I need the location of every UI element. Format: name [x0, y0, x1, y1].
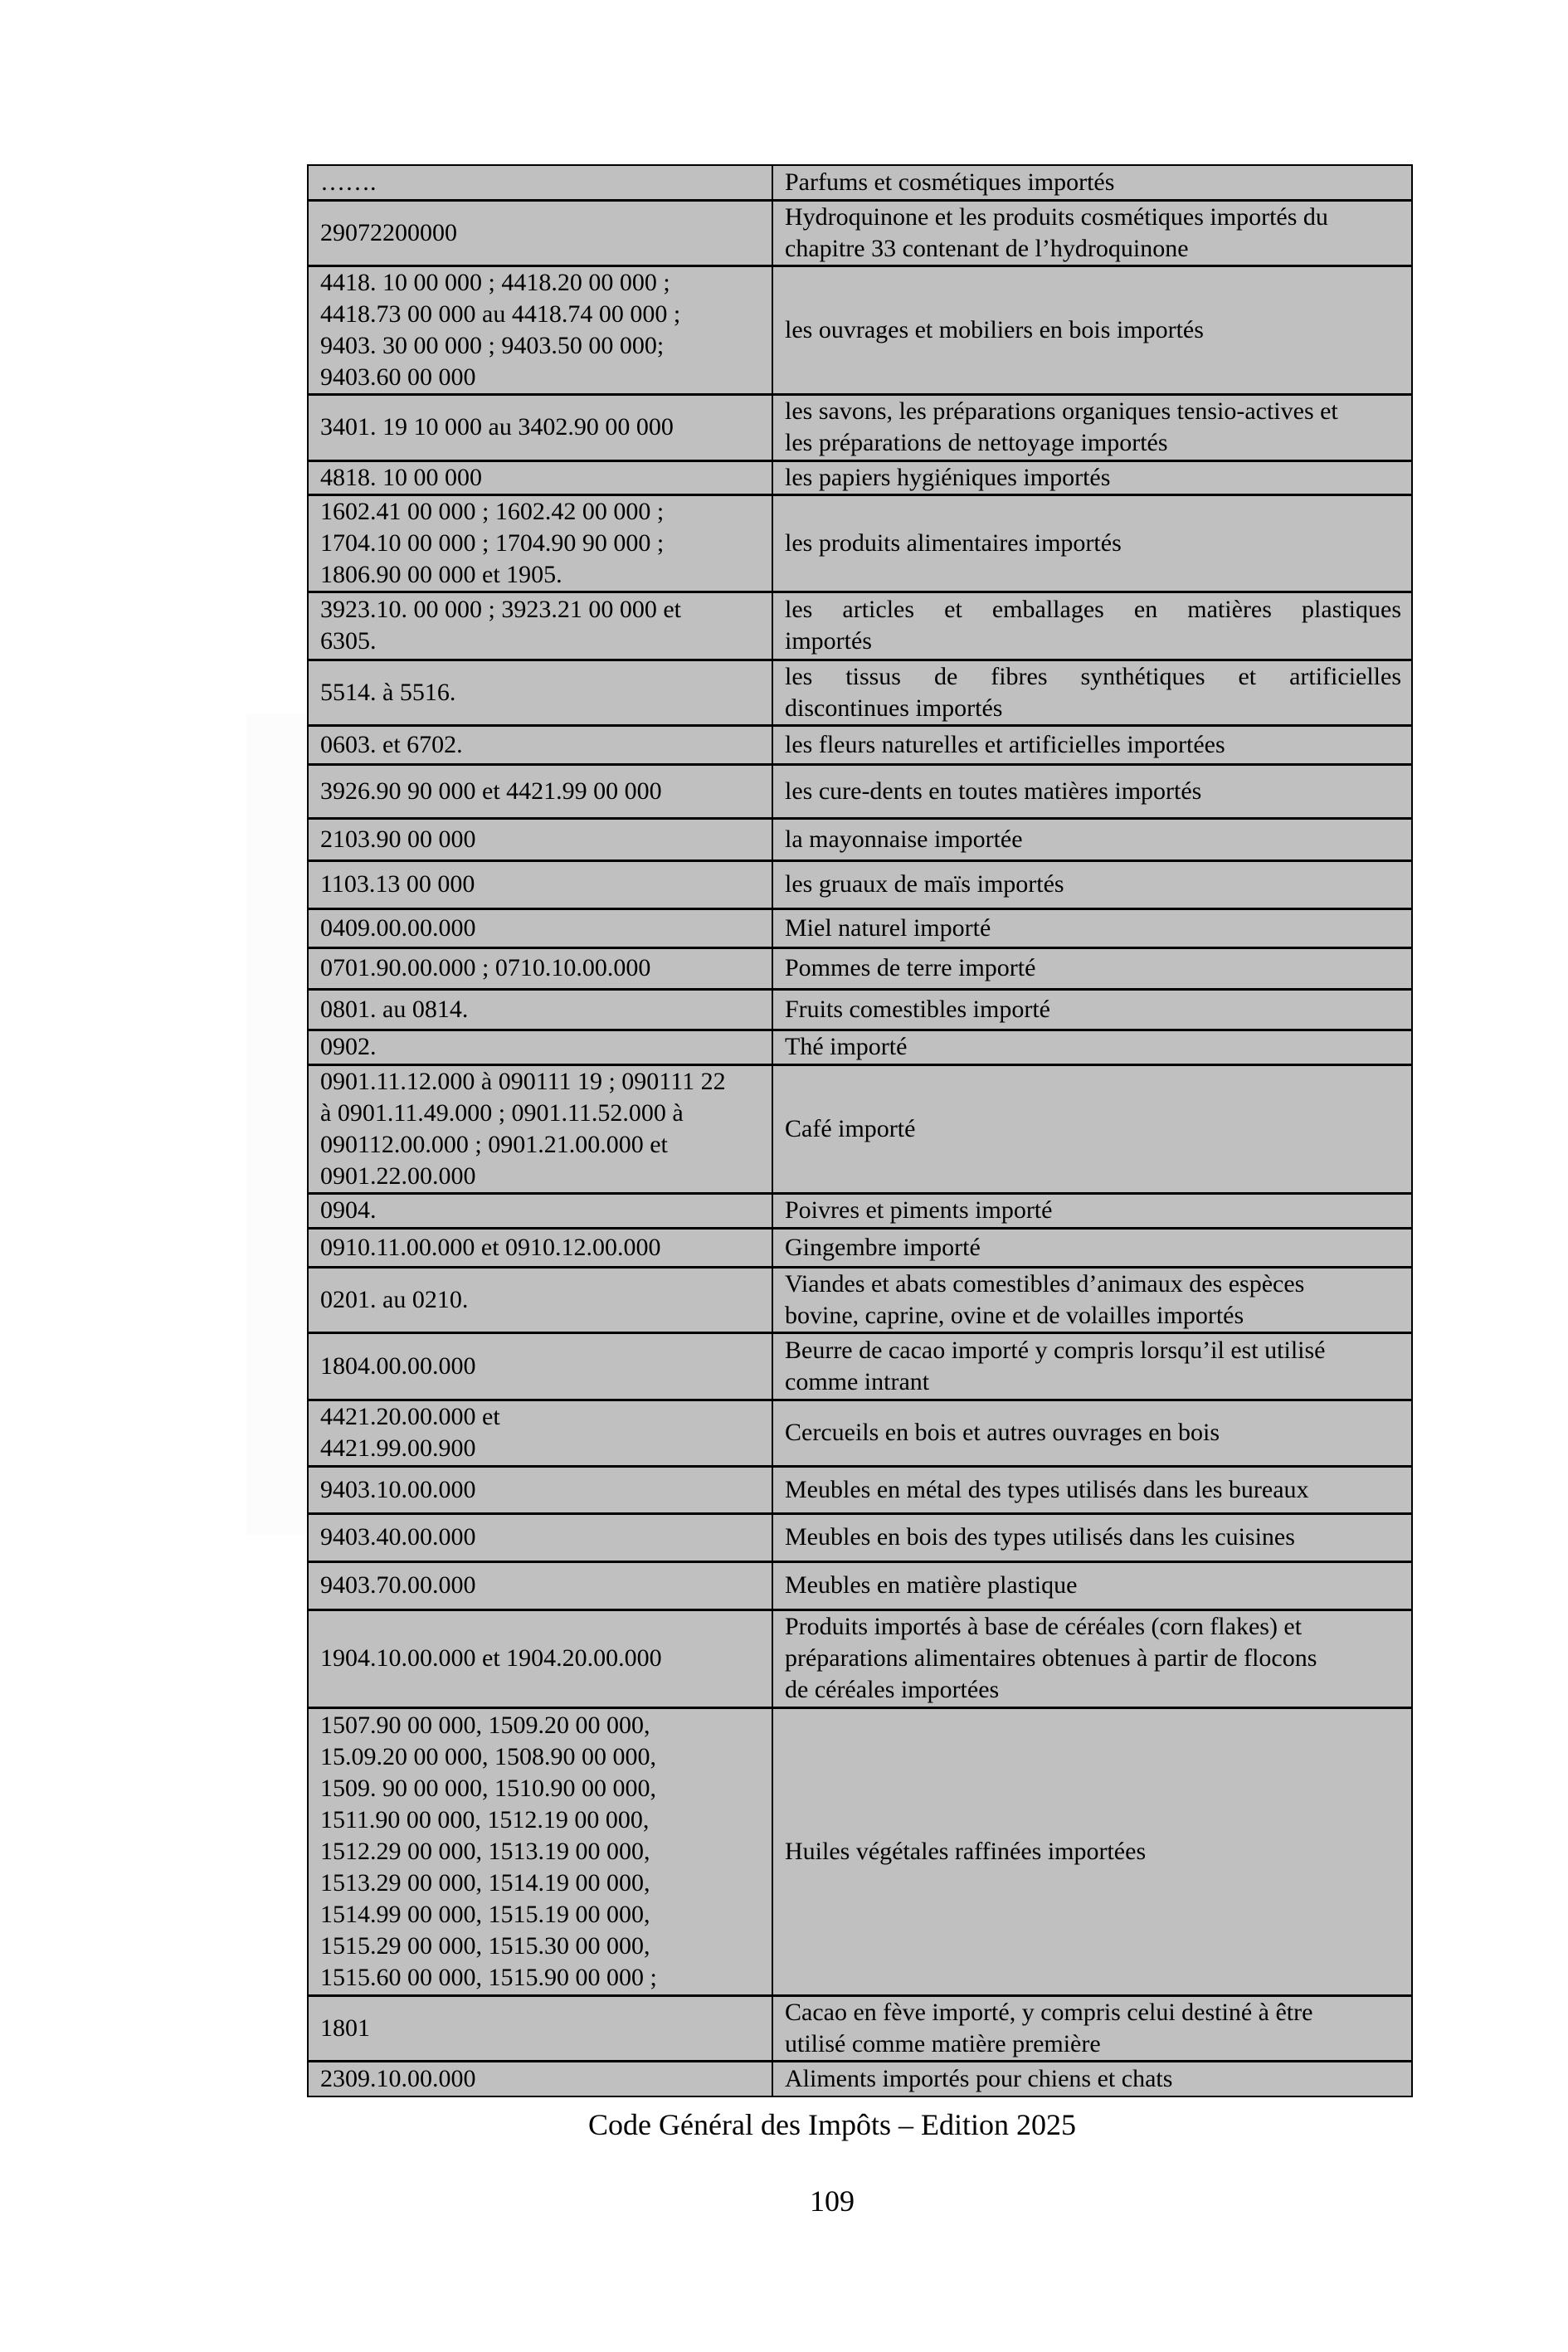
- product-description-line: Parfums et cosmétiques importés: [785, 168, 1115, 196]
- product-description-line: Huiles végétales raffinées importées: [785, 1837, 1147, 1865]
- product-description-cell: [772, 818, 1412, 860]
- table-row: [308, 1267, 1412, 1332]
- tariff-code-line: 1904.10.00.000 et 1904.20.00.000: [320, 1644, 662, 1672]
- tariff-code-cell: [308, 818, 772, 860]
- product-description-line: Miel naturel importé: [785, 913, 991, 942]
- product-description-line: utilisé comme matière première: [785, 2029, 1101, 2057]
- tariff-code-line: 9403.70.00.000: [320, 1571, 476, 1599]
- tariff-code-line: 0409.00.00.000: [320, 913, 476, 942]
- product-description-line: les ouvrages et mobiliers en bois importés: [785, 315, 1204, 343]
- tariff-code-cell: [308, 1030, 772, 1064]
- table-row: [308, 1561, 1412, 1609]
- table-row: [308, 1332, 1412, 1400]
- product-description-line: Beurre de cacao importé y compris lorsqu’il est utilisé: [785, 1336, 1326, 1364]
- tariff-code-cell: [308, 1707, 772, 1995]
- tariff-code-line: 3926.90 90 000 et 4421.99 00 000: [320, 777, 662, 805]
- table-row: [308, 1995, 1412, 2061]
- table-row: [308, 494, 1412, 592]
- product-description-line: Viandes et abats comestibles d’animaux des espèces: [785, 1269, 1305, 1298]
- tariff-code-line: 4818. 10 00 000: [320, 463, 482, 491]
- product-description-cell: [772, 592, 1412, 660]
- tariff-code-line: 0901.22.00.000: [320, 1161, 476, 1190]
- tariff-code-line: 1509. 90 00 000, 1510.90 00 000,: [320, 1774, 656, 1802]
- tariff-code-cell: [308, 1267, 772, 1332]
- table-row: [308, 200, 1412, 265]
- tariff-code-line: 1804.00.00.000: [320, 1351, 476, 1380]
- tariff-code-line: 4421.20.00.000 et: [320, 1403, 500, 1430]
- tariff-code-cell: [308, 494, 772, 592]
- table-row: [308, 592, 1412, 660]
- product-description-line: Meubles en métal des types utilisés dans les bureaux: [785, 1475, 1309, 1503]
- tariff-code-line: 1704.10 00 000 ; 1704.90 90 000 ;: [320, 528, 665, 557]
- tariff-code-line: 1513.29 00 000, 1514.19 00 000,: [320, 1868, 650, 1897]
- tariff-table-body: [308, 165, 1412, 2096]
- tariff-code-cell: [308, 989, 772, 1030]
- product-description-cell: [772, 1030, 1412, 1064]
- table-row: [308, 947, 1412, 989]
- product-description-line: Poivres et piments importé: [785, 1196, 1053, 1224]
- tariff-code-line: 3923.10. 00 000 ; 3923.21 00 000 et: [320, 596, 681, 623]
- product-description-line: importés: [785, 627, 872, 655]
- tariff-code-cell: [308, 1466, 772, 1513]
- table-row: [308, 1609, 1412, 1707]
- product-description-line: Pommes de terre importé: [785, 954, 1036, 981]
- tariff-code-line: 2309.10.00.000: [320, 2064, 476, 2092]
- product-description-line: Meubles en matière plastique: [785, 1571, 1078, 1599]
- tariff-code-cell: [308, 592, 772, 660]
- tariff-code-line: 1514.99 00 000, 1515.19 00 000,: [320, 1900, 650, 1928]
- table-row: [308, 818, 1412, 860]
- tariff-code-cell: [308, 2061, 772, 2096]
- tariff-code-cell: [308, 165, 772, 200]
- product-description-line: les savons, les préparations organiques tensio-actives et: [785, 397, 1338, 425]
- table-row: [308, 1193, 1412, 1228]
- product-description-cell: [772, 2061, 1412, 2096]
- tariff-code-line: 1511.90 00 000, 1512.19 00 000,: [320, 1805, 650, 1833]
- product-description-line: les articles et emballages en matières plastiques: [785, 596, 1401, 623]
- table-row: [308, 1707, 1412, 1995]
- tariff-code-line: 9403.40.00.000: [320, 1523, 476, 1551]
- tariff-code-cell: [308, 908, 772, 947]
- page-number: 109: [810, 2184, 855, 2218]
- tariff-code-cell: [308, 660, 772, 725]
- tariff-code-line: 0901.11.12.000 à 090111 19 ; 090111 22: [320, 1067, 726, 1095]
- tariff-code-line: 15.09.20 00 000, 1508.90 00 000,: [320, 1742, 656, 1770]
- tariff-code-line: 2103.90 00 000: [320, 825, 476, 853]
- tariff-code-line: 6305.: [320, 627, 377, 655]
- product-description-cell: [772, 1400, 1412, 1466]
- product-description-cell: [772, 1267, 1412, 1332]
- product-description-cell: [772, 460, 1412, 494]
- product-description-line: préparations alimentaires obtenues à partir de flocons: [785, 1644, 1317, 1672]
- product-description-cell: [772, 989, 1412, 1030]
- table-row: [308, 908, 1412, 947]
- product-description-line: les fleurs naturelles et artificielles importées: [785, 730, 1225, 758]
- product-description-line: Hydroquinone et les produits cosmétiques importés du: [785, 202, 1328, 231]
- tariff-code-line: 9403. 30 00 000 ; 9403.50 00 000;: [320, 331, 665, 359]
- tariff-code-line: 1515.60 00 000, 1515.90 00 000 ;: [320, 1963, 657, 1991]
- tariff-code-cell: [308, 1064, 772, 1193]
- tariff-code-cell: [308, 1995, 772, 2061]
- table-row: [308, 394, 1412, 460]
- tariff-code-line: 4418. 10 00 000 ; 4418.20 00 000 ;: [320, 268, 670, 296]
- tariff-code-cell: [308, 265, 772, 394]
- tariff-code-cell: [308, 860, 772, 908]
- tariff-code-cell: [308, 1193, 772, 1228]
- table-row: [308, 1513, 1412, 1561]
- tariff-code-line: 1806.90 00 000 et 1905.: [320, 560, 562, 588]
- tariff-code-line: à 0901.11.49.000 ; 0901.11.52.000 à: [320, 1098, 684, 1127]
- table-row: [308, 1064, 1412, 1193]
- tariff-code-line: 4421.99.00.900: [320, 1434, 476, 1462]
- product-description-cell: [772, 947, 1412, 989]
- tariff-code-line: 3401. 19 10 000 au 3402.90 00 000: [320, 413, 674, 441]
- tariff-code-cell: [308, 1332, 772, 1400]
- product-description-line: Fruits comestibles importé: [785, 995, 1050, 1023]
- product-description-line: les préparations de nettoyage importés: [785, 429, 1168, 456]
- tariff-code-line: 1602.41 00 000 ; 1602.42 00 000 ;: [320, 497, 665, 525]
- product-description-line: Gingembre importé: [785, 1233, 981, 1261]
- product-description-line: comme intrant: [785, 1367, 930, 1395]
- tariff-code-cell: [308, 200, 772, 265]
- product-description-line: Café importé: [785, 1114, 916, 1142]
- table-row: [308, 460, 1412, 494]
- product-description-cell: [772, 165, 1412, 200]
- product-description-cell: [772, 1228, 1412, 1267]
- product-description-line: la mayonnaise importée: [785, 825, 1023, 853]
- tariff-code-line: 0603. et 6702.: [320, 730, 463, 758]
- tariff-code-cell: [308, 394, 772, 460]
- product-description-cell: [772, 494, 1412, 592]
- tariff-code-cell: [308, 1228, 772, 1267]
- product-description-line: de céréales importées: [785, 1676, 1000, 1703]
- table-row: [308, 1228, 1412, 1267]
- product-description-cell: [772, 394, 1412, 460]
- tariff-code-line: 1507.90 00 000, 1509.20 00 000,: [320, 1711, 650, 1739]
- product-description-line: les papiers hygiéniques importés: [785, 463, 1111, 491]
- tariff-code-line: 29072200000: [320, 218, 457, 246]
- table-row: [308, 989, 1412, 1030]
- product-description-cell: [772, 660, 1412, 725]
- tariff-code-line: …….: [320, 168, 377, 196]
- table-row: [308, 725, 1412, 764]
- tariff-code-line: 1512.29 00 000, 1513.19 00 000,: [320, 1837, 650, 1865]
- product-description-line: bovine, caprine, ovine et de volailles importés: [785, 1301, 1244, 1329]
- table-row: [308, 1030, 1412, 1064]
- product-description-line: Cercueils en bois et autres ouvrages en bois: [785, 1419, 1220, 1446]
- table-row: [308, 764, 1412, 818]
- table-row: [308, 1400, 1412, 1466]
- tariff-code-line: 0910.11.00.000 et 0910.12.00.000: [320, 1233, 661, 1261]
- product-description-cell: [772, 764, 1412, 818]
- tariff-code-line: 9403.60 00 000: [320, 363, 476, 391]
- table-row: [308, 860, 1412, 908]
- product-description-cell: [772, 1513, 1412, 1561]
- tariff-code-line: 0904.: [320, 1196, 377, 1224]
- tariff-code-line: 1515.29 00 000, 1515.30 00 000,: [320, 1931, 650, 1960]
- tariff-code-cell: [308, 460, 772, 494]
- tariff-code-line: 090112.00.000 ; 0901.21.00.000 et: [320, 1130, 668, 1158]
- tariff-code-cell: [308, 1513, 772, 1561]
- product-description-cell: [772, 860, 1412, 908]
- tariff-code-line: 4418.73 00 000 au 4418.74 00 000 ;: [320, 299, 681, 328]
- tariff-code-line: 1103.13 00 000: [320, 870, 475, 898]
- product-description-line: les tissus de fibres synthétiques et artificielles: [785, 662, 1401, 690]
- footer-title: Code Général des Impôts – Edition 2025: [588, 2108, 1076, 2141]
- tariff-code-cell: [308, 947, 772, 989]
- tariff-code-cell: [308, 1561, 772, 1609]
- product-description-cell: [772, 1193, 1412, 1228]
- product-description-cell: [772, 1561, 1412, 1609]
- product-description-line: Aliments importés pour chiens et chats: [785, 2064, 1173, 2092]
- product-description-cell: [772, 1995, 1412, 2061]
- product-description-line: les produits alimentaires importés: [785, 528, 1122, 557]
- product-description-cell: [772, 1707, 1412, 1995]
- table-row: [308, 165, 1412, 200]
- tariff-code-line: 0201. au 0210.: [320, 1285, 469, 1313]
- product-description-cell: [772, 1609, 1412, 1707]
- product-description-line: Cacao en fève importé, y compris celui destiné à être: [785, 1998, 1313, 2026]
- product-description-cell: [772, 1332, 1412, 1400]
- tariff-table: [307, 164, 1413, 2097]
- product-description-cell: [772, 265, 1412, 394]
- tariff-code-cell: [308, 764, 772, 818]
- table-row: [308, 1466, 1412, 1513]
- product-description-line: les gruaux de maïs importés: [785, 870, 1064, 898]
- table-row: [308, 265, 1412, 394]
- product-description-cell: [772, 1466, 1412, 1513]
- product-description-line: Produits importés à base de céréales (corn flakes) et: [785, 1613, 1303, 1640]
- table-row: [308, 2061, 1412, 2096]
- product-description-cell: [772, 200, 1412, 265]
- product-description-line: Meubles en bois des types utilisés dans les cuisines: [785, 1523, 1295, 1551]
- tariff-code-line: 5514. à 5516.: [320, 678, 456, 706]
- tariff-code-line: 1801: [320, 2014, 370, 2042]
- scan-shading: [246, 713, 309, 1535]
- tariff-code-line: 0801. au 0814.: [320, 995, 469, 1023]
- table-row: [308, 660, 1412, 725]
- tariff-code-line: 0701.90.00.000 ; 0710.10.00.000: [320, 954, 651, 981]
- tariff-code-cell: [308, 725, 772, 764]
- tariff-code-line: 9403.10.00.000: [320, 1475, 476, 1503]
- product-description-line: Thé importé: [785, 1033, 908, 1060]
- tariff-code-cell: [308, 1609, 772, 1707]
- product-description-cell: [772, 908, 1412, 947]
- product-description-line: discontinues importés: [785, 694, 1003, 722]
- product-description-line: les cure-dents en toutes matières importés: [785, 777, 1202, 805]
- tariff-code-cell: [308, 1400, 772, 1466]
- product-description-line: chapitre 33 contenant de l’hydroquinone: [785, 234, 1189, 262]
- product-description-cell: [772, 1064, 1412, 1193]
- product-description-cell: [772, 725, 1412, 764]
- tariff-code-line: 0902.: [320, 1033, 377, 1060]
